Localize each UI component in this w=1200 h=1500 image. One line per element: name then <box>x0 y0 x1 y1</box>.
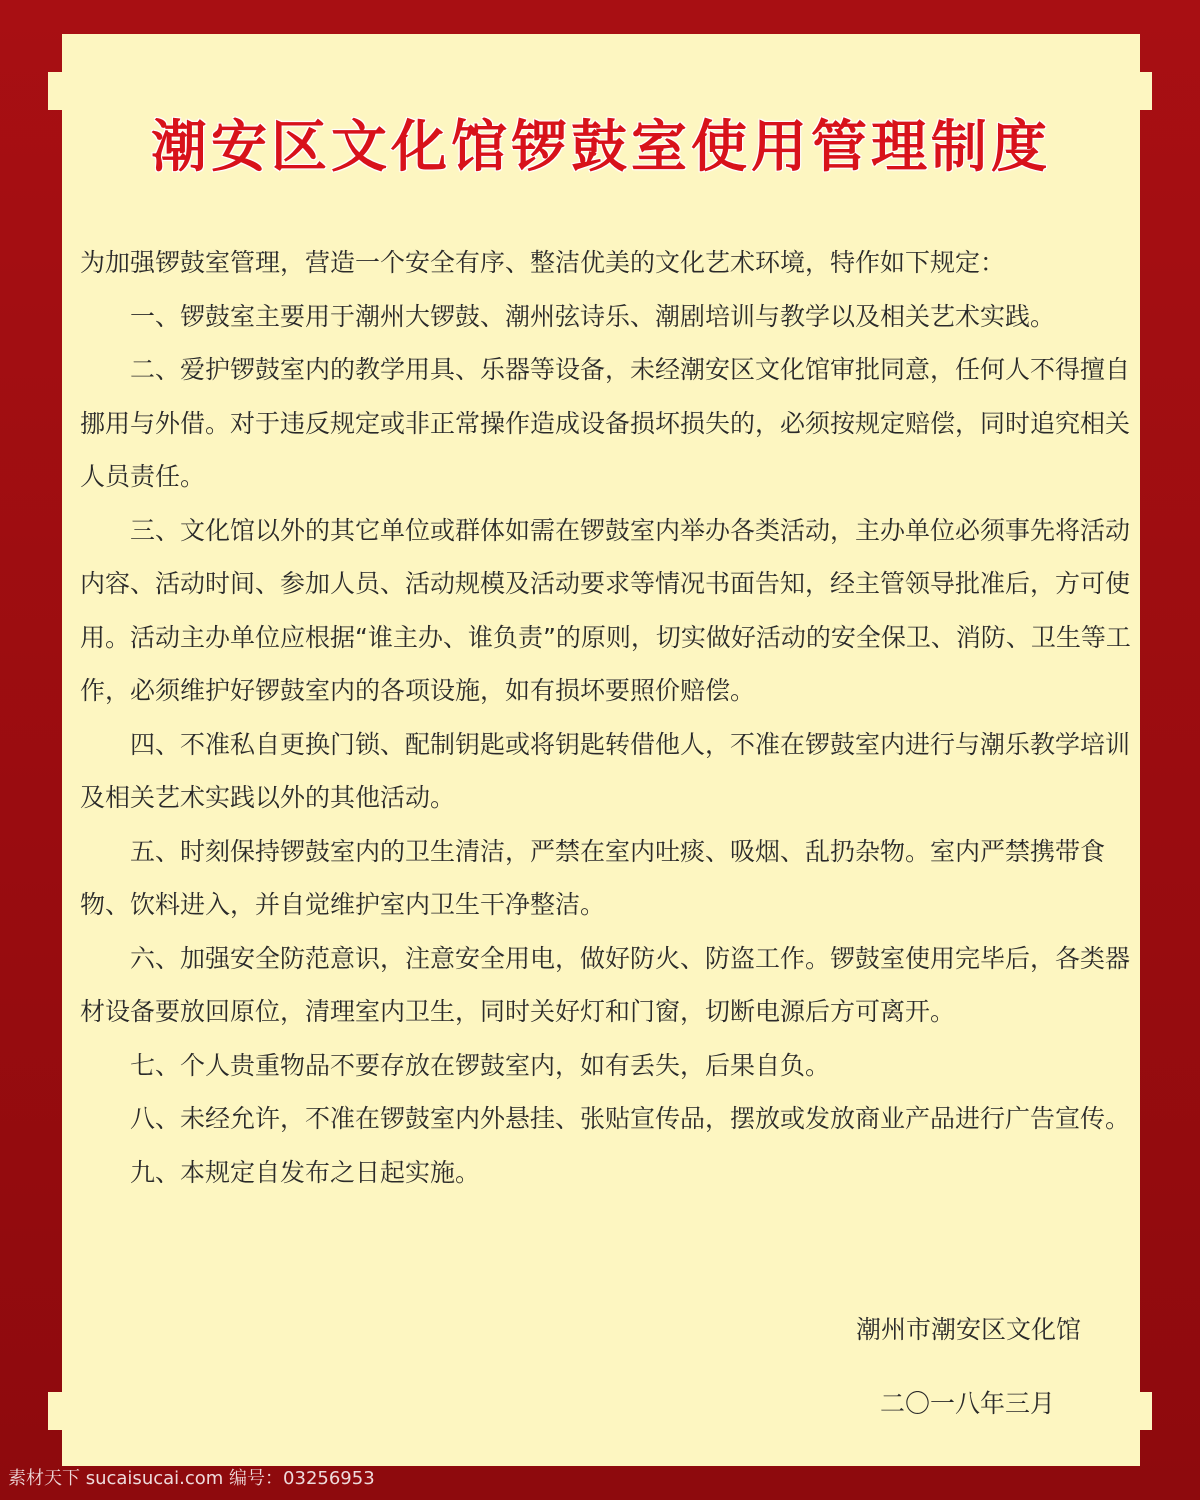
panel-corner-notch <box>48 1392 62 1430</box>
issue-date: 二〇一八年三月 <box>880 1389 1056 1418</box>
rule-item-4: 四、不准私自更换门锁、配制钥匙或将钥匙转借他人，不准在锣鼓室内进行与潮乐教学培训及相关艺术实践以外的其他活动。 <box>80 729 1131 812</box>
rule-item-2: 二、爱护锣鼓室内的教学用具、乐器等设备，未经潮安区文化馆审批同意，任何人不得擅自挪用与外借。对于违反规定或非正常操作造成设备损坏损失的，必须按规定赔偿，同时追究相关人员责任。 <box>80 355 1131 491</box>
stock-watermark: 素材天下 sucaisucai.com 编号：03256953 <box>8 1468 375 1489</box>
rule-item-5: 五、时刻保持锣鼓室内的卫生清洁，严禁在室内吐痰、吸烟、乱扔杂物。室内严禁携带食物、饮料进入，并自觉维护室内卫生干净整洁。 <box>80 836 1106 919</box>
panel-corner-notch <box>1138 72 1152 110</box>
rule-item-8: 八、未经允许，不准在锣鼓室内外悬挂、张贴宣传品，摆放或发放商业产品进行广告宣传。 <box>130 1104 1131 1133</box>
issuing-organization: 潮州市潮安区文化馆 <box>856 1315 1082 1344</box>
panel-corner-notch <box>48 72 62 110</box>
notice-body <box>80 236 1144 1199</box>
notice-intro: 为加强锣鼓室管理，营造一个安全有序、整洁优美的文化艺术环境，特作如下规定： <box>80 248 1006 277</box>
panel-corner-notch <box>1138 1392 1152 1430</box>
rule-item-3: 三、文化馆以外的其它单位或群体如需在锣鼓室内举办各类活动，主办单位必须事先将活动内容、活动时间、参加人员、活动规模及活动要求等情况书面告知，经主管领导批准后，方可使用。活动主办单位应根据“谁主办、谁负责”的原则，切实做好活动的安全保卫、消防、卫生等工作，必须维护好锣鼓室内的各项设施，如有损坏要照价赔偿。 <box>80 515 1131 705</box>
rule-item-9: 九、本规定自发布之日起实施。 <box>130 1157 481 1187</box>
rule-item-6: 六、加强安全防范意识，注意安全用电，做好防火、防盗工作。锣鼓室使用完毕后，各类器材设备要放回原位，清理室内卫生，同时关好灯和门窗，切断电源后方可离开。 <box>80 943 1131 1026</box>
rule-item-1: 一、锣鼓室主要用于潮州大锣鼓、潮州弦诗乐、潮剧培训与教学以及相关艺术实践。 <box>130 301 1056 331</box>
rule-item-7: 七、个人贵重物品不要存放在锣鼓室内，如有丢失，后果自负。 <box>130 1050 831 1080</box>
notice-title: 潮安区文化馆锣鼓室使用管理制度 <box>151 115 1051 180</box>
